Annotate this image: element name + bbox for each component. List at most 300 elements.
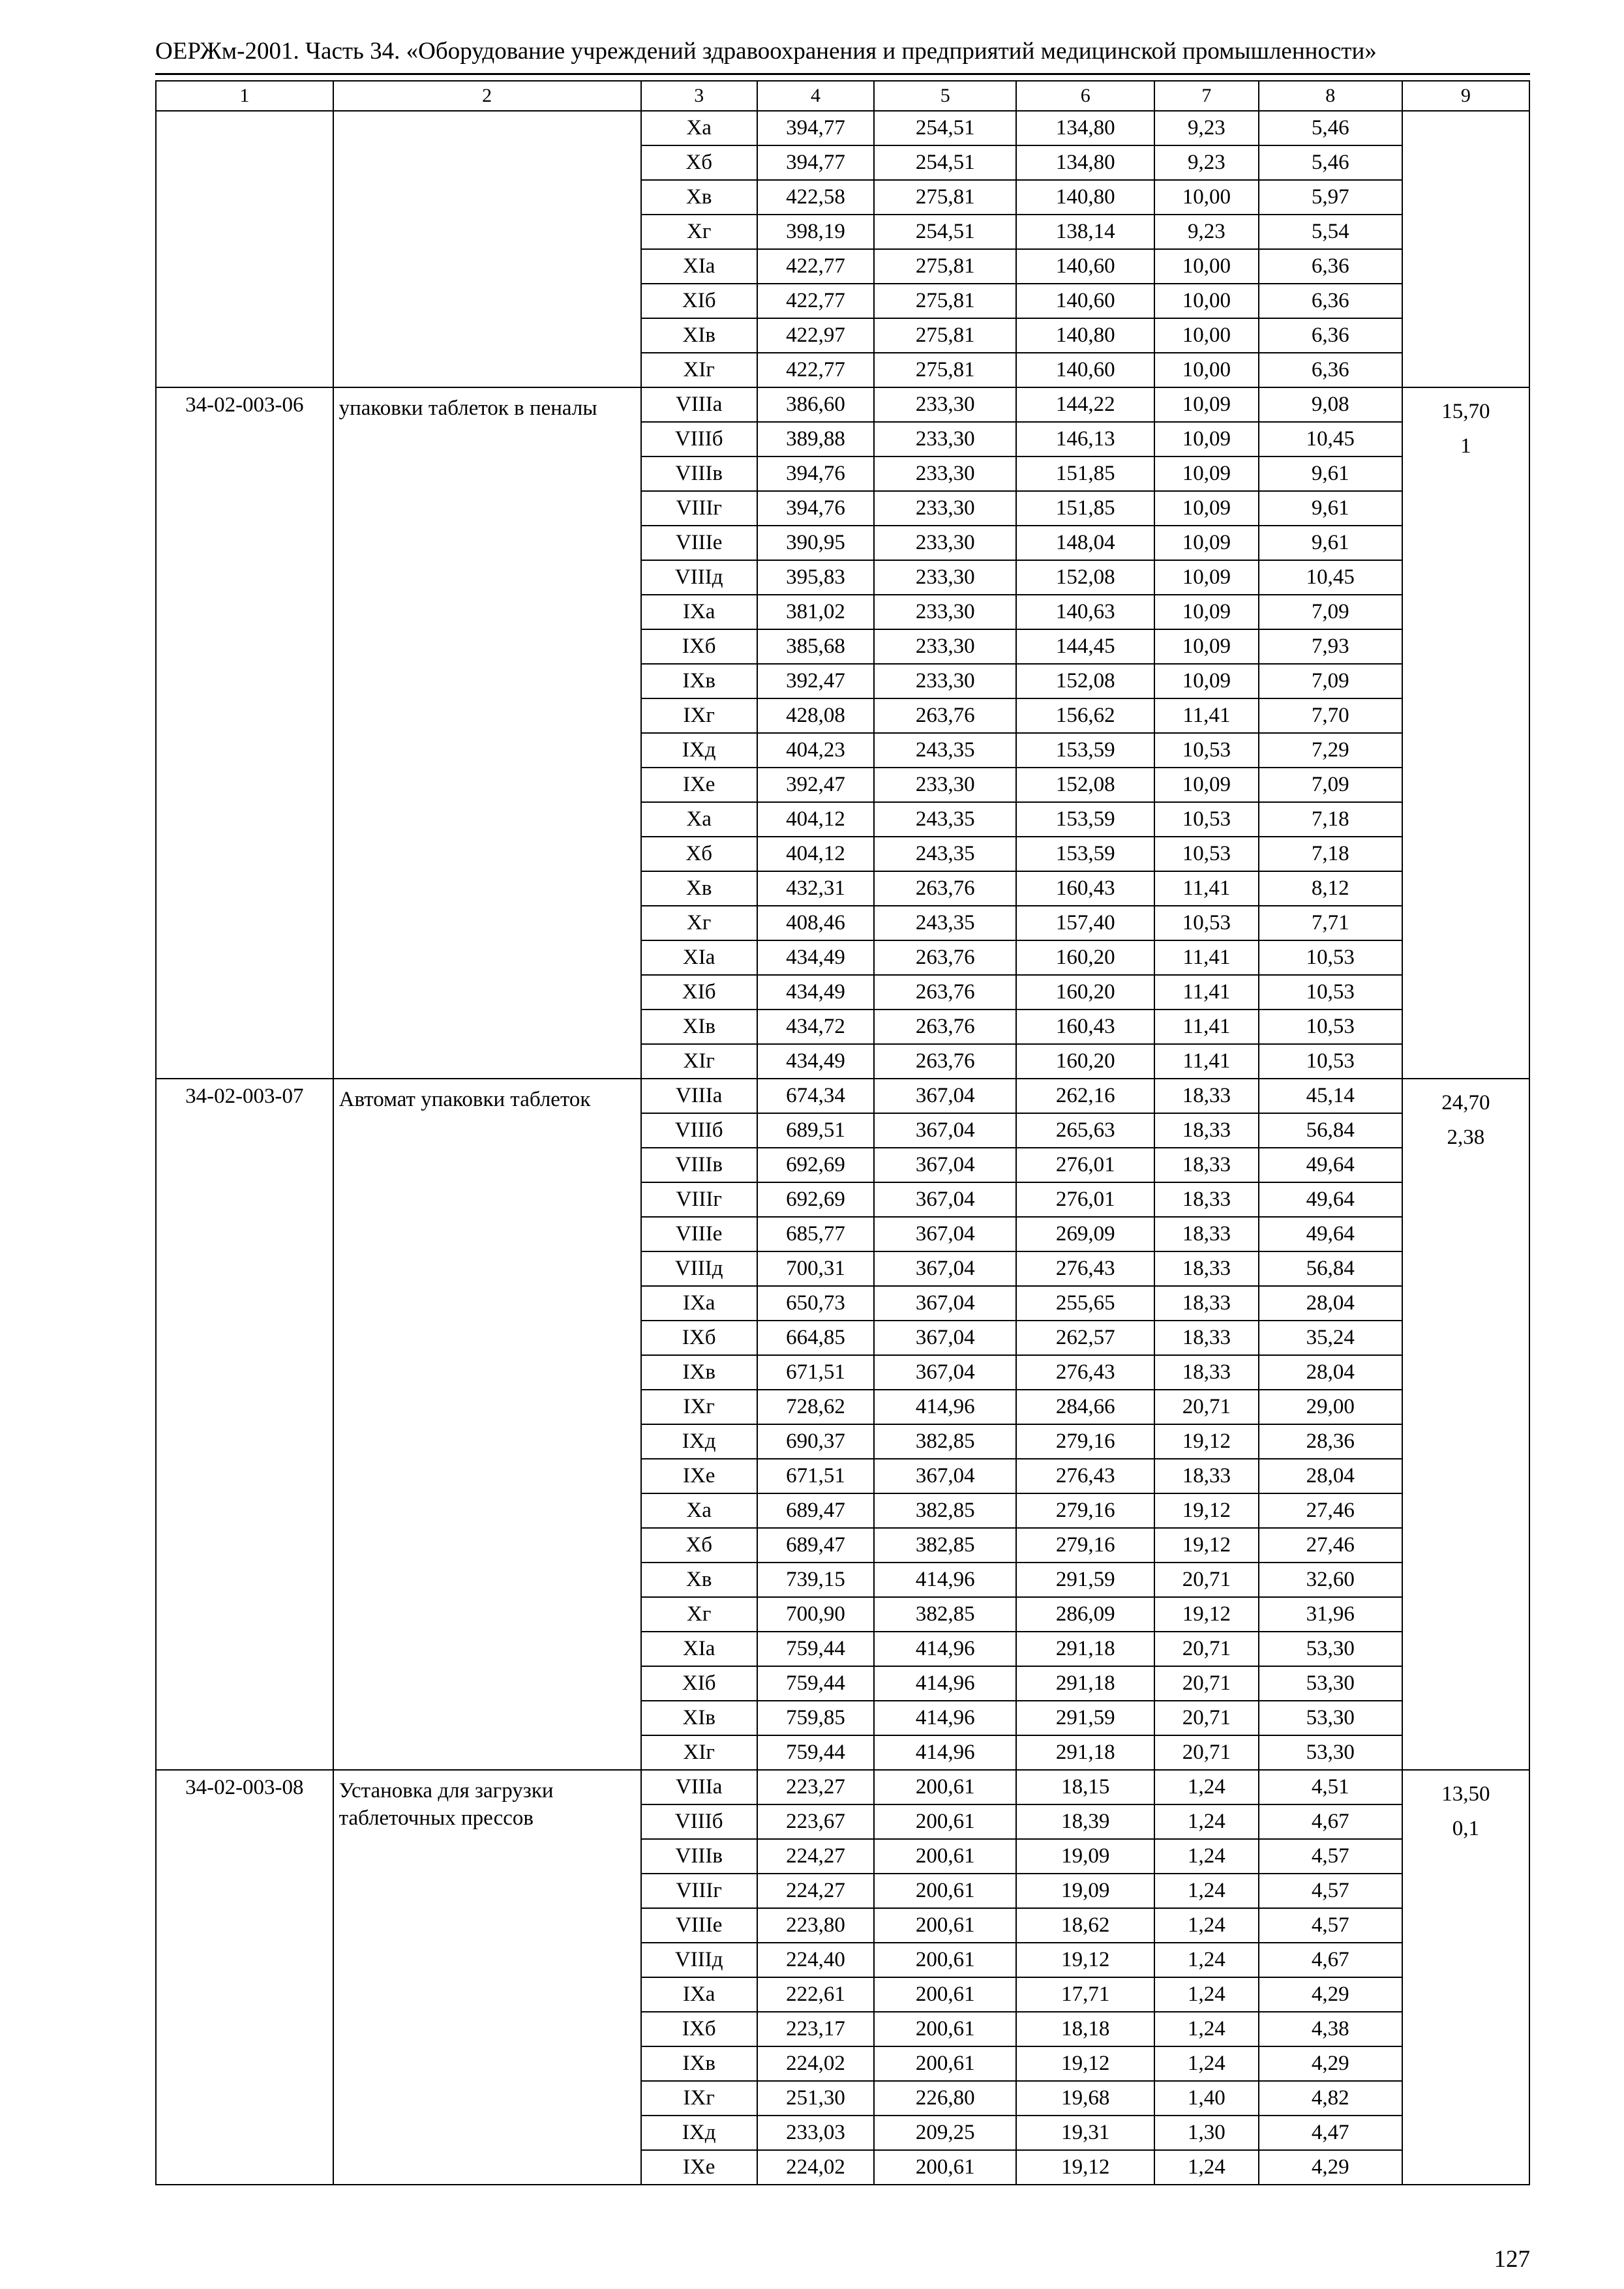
value-cell: 53,30 [1259, 1632, 1402, 1666]
value-cell: 759,44 [757, 1735, 874, 1770]
value-cell: 700,31 [757, 1251, 874, 1286]
value-cell: 4,57 [1259, 1908, 1402, 1943]
value-cell: 4,82 [1259, 2081, 1402, 2116]
value-cell: 275,81 [874, 353, 1016, 387]
value-cell: 223,27 [757, 1770, 874, 1804]
value-cell: 18,39 [1016, 1804, 1154, 1839]
value-cell: 254,51 [874, 215, 1016, 249]
value-cell: 279,16 [1016, 1493, 1154, 1528]
zone-cell: IXв [641, 1355, 757, 1390]
value-cell: 385,68 [757, 629, 874, 664]
value-cell: 233,03 [757, 2116, 874, 2150]
value-cell: 394,76 [757, 456, 874, 491]
zone-cell: VIIIв [641, 456, 757, 491]
value-cell: 140,80 [1016, 180, 1154, 215]
value-cell: 18,33 [1154, 1355, 1258, 1390]
value-cell: 286,09 [1016, 1597, 1154, 1632]
value-cell: 392,47 [757, 664, 874, 698]
value-cell: 151,85 [1016, 491, 1154, 526]
resource-name [333, 111, 641, 387]
value-cell: 7,09 [1259, 768, 1402, 802]
zone-cell: IXд [641, 733, 757, 768]
value-cell: 692,69 [757, 1182, 874, 1217]
value-cell: 18,33 [1154, 1182, 1258, 1217]
value-cell: 5,97 [1259, 180, 1402, 215]
value-cell: 6,36 [1259, 353, 1402, 387]
value-cell: 1,24 [1154, 1977, 1258, 2012]
value-cell: 200,61 [874, 1839, 1016, 1874]
value-cell: 367,04 [874, 1148, 1016, 1182]
value-cell: 263,76 [874, 940, 1016, 975]
zone-cell: VIIIe [641, 526, 757, 560]
value-cell: 20,71 [1154, 1666, 1258, 1701]
resource-name: Автомат упаковки таблеток [333, 1079, 641, 1770]
zone-cell: IXг [641, 1390, 757, 1424]
value-cell: 152,08 [1016, 560, 1154, 595]
value-cell: 19,09 [1016, 1874, 1154, 1908]
column-number: 8 [1259, 81, 1402, 111]
zone-cell: VIIIг [641, 1182, 757, 1217]
zone-cell: Xa [641, 1493, 757, 1528]
value-cell: 275,81 [874, 249, 1016, 284]
value-cell: 4,29 [1259, 1977, 1402, 2012]
value-cell: 262,57 [1016, 1321, 1154, 1355]
value-cell: 9,61 [1259, 491, 1402, 526]
value-cell: 6,36 [1259, 249, 1402, 284]
value-cell: 434,49 [757, 940, 874, 975]
zone-cell: IXa [641, 1977, 757, 2012]
value-cell: 1,24 [1154, 1943, 1258, 1977]
value-cell: 18,33 [1154, 1079, 1258, 1113]
value-cell: 20,71 [1154, 1632, 1258, 1666]
value-cell: 685,77 [757, 1217, 874, 1251]
value-cell: 367,04 [874, 1355, 1016, 1390]
value-cell: 689,47 [757, 1493, 874, 1528]
value-cell: 263,76 [874, 698, 1016, 733]
value-cell: 10,09 [1154, 387, 1258, 422]
value-cell: 254,51 [874, 111, 1016, 145]
zone-cell: IXд [641, 1424, 757, 1459]
value-cell: 200,61 [874, 1770, 1016, 1804]
value-cell: 19,12 [1154, 1597, 1258, 1632]
value-cell: 140,60 [1016, 353, 1154, 387]
zone-cell: IXв [641, 2046, 757, 2081]
value-cell: 408,46 [757, 906, 874, 940]
value-cell: 690,37 [757, 1424, 874, 1459]
value-cell: 18,18 [1016, 2012, 1154, 2046]
column-number: 4 [757, 81, 874, 111]
value-cell: 262,16 [1016, 1079, 1154, 1113]
column-number: 6 [1016, 81, 1154, 111]
value-cell: 10,00 [1154, 180, 1258, 215]
table-row [156, 1770, 1529, 1804]
value-cell: 10,09 [1154, 664, 1258, 698]
zone-cell: XIв [641, 318, 757, 353]
zone-cell: IXб [641, 629, 757, 664]
value-cell: 160,43 [1016, 1010, 1154, 1044]
zone-cell: XIa [641, 940, 757, 975]
value-cell: 226,80 [874, 2081, 1016, 2116]
value-cell: 19,68 [1016, 2081, 1154, 2116]
value-cell: 7,18 [1259, 837, 1402, 871]
zone-cell: IXг [641, 698, 757, 733]
zone-cell: IXв [641, 664, 757, 698]
value-cell: 382,85 [874, 1493, 1016, 1528]
column9-value: 15,70 [1441, 400, 1490, 423]
value-cell: 394,77 [757, 145, 874, 180]
value-cell: 414,96 [874, 1563, 1016, 1597]
zone-cell: Xг [641, 1597, 757, 1632]
value-cell: 153,59 [1016, 802, 1154, 837]
zone-cell: XIa [641, 1632, 757, 1666]
zone-cell: IXa [641, 1286, 757, 1321]
value-cell: 20,71 [1154, 1390, 1258, 1424]
value-cell: 382,85 [874, 1424, 1016, 1459]
value-cell: 18,33 [1154, 1321, 1258, 1355]
zone-cell: VIIIд [641, 560, 757, 595]
value-cell: 10,45 [1259, 422, 1402, 456]
value-cell: 263,76 [874, 1010, 1016, 1044]
value-cell: 233,30 [874, 422, 1016, 456]
zone-cell: VIIIa [641, 387, 757, 422]
value-cell: 223,67 [757, 1804, 874, 1839]
value-cell: 432,31 [757, 871, 874, 906]
value-cell: 200,61 [874, 2046, 1016, 2081]
value-cell: 11,41 [1154, 871, 1258, 906]
value-cell: 674,34 [757, 1079, 874, 1113]
zone-cell: VIIIв [641, 1839, 757, 1874]
value-cell: 1,24 [1154, 1839, 1258, 1874]
value-cell: 32,60 [1259, 1563, 1402, 1597]
value-cell: 138,14 [1016, 215, 1154, 249]
value-cell: 10,53 [1259, 975, 1402, 1010]
zone-cell: VIIIд [641, 1943, 757, 1977]
value-cell: 414,96 [874, 1735, 1016, 1770]
value-cell: 276,01 [1016, 1148, 1154, 1182]
value-cell: 28,04 [1259, 1459, 1402, 1493]
zone-cell: VIIIa [641, 1770, 757, 1804]
value-cell: 367,04 [874, 1286, 1016, 1321]
value-cell: 144,45 [1016, 629, 1154, 664]
value-cell: 671,51 [757, 1355, 874, 1390]
value-cell: 7,09 [1259, 664, 1402, 698]
value-cell: 422,97 [757, 318, 874, 353]
value-cell: 19,09 [1016, 1839, 1154, 1874]
value-cell: 275,81 [874, 180, 1016, 215]
value-cell: 9,61 [1259, 526, 1402, 560]
value-cell: 4,47 [1259, 2116, 1402, 2150]
value-cell: 10,53 [1154, 733, 1258, 768]
table-row [156, 387, 1529, 422]
value-cell: 49,64 [1259, 1217, 1402, 1251]
value-cell: 28,04 [1259, 1355, 1402, 1390]
resource-name: Установка для загрузки таблеточных прессов [333, 1770, 641, 2185]
value-cell: 5,46 [1259, 145, 1402, 180]
zone-cell: VIIIб [641, 1113, 757, 1148]
value-cell: 19,12 [1154, 1424, 1258, 1459]
value-cell: 49,64 [1259, 1182, 1402, 1217]
zone-cell: XIб [641, 1666, 757, 1701]
value-cell: 398,19 [757, 215, 874, 249]
value-cell: 254,51 [874, 145, 1016, 180]
value-cell: 279,16 [1016, 1528, 1154, 1563]
value-cell: 4,67 [1259, 1943, 1402, 1977]
value-cell: 10,53 [1259, 1044, 1402, 1079]
zone-cell: XIб [641, 284, 757, 318]
value-cell: 53,30 [1259, 1701, 1402, 1735]
column-number-row [156, 81, 1529, 111]
value-cell: 233,30 [874, 491, 1016, 526]
value-cell: 18,33 [1154, 1286, 1258, 1321]
value-cell: 382,85 [874, 1597, 1016, 1632]
value-cell: 233,30 [874, 560, 1016, 595]
value-cell: 275,81 [874, 318, 1016, 353]
value-cell: 251,30 [757, 2081, 874, 2116]
value-cell: 422,77 [757, 284, 874, 318]
zone-cell: VIIIв [641, 1148, 757, 1182]
table-row [156, 1079, 1529, 1113]
value-cell: 144,22 [1016, 387, 1154, 422]
value-cell: 224,27 [757, 1839, 874, 1874]
resource-code [156, 111, 333, 387]
page-header: ОЕРЖм-2001. Часть 34. «Оборудование учреждений здравоохранения и предприятий медицинской промышленности» [155, 38, 1377, 65]
value-cell: 19,31 [1016, 2116, 1154, 2150]
value-cell: 224,02 [757, 2150, 874, 2185]
value-cell: 671,51 [757, 1459, 874, 1493]
value-cell: 9,23 [1154, 145, 1258, 180]
value-cell: 27,46 [1259, 1528, 1402, 1563]
value-cell: 1,24 [1154, 1770, 1258, 1804]
value-cell: 650,73 [757, 1286, 874, 1321]
value-cell: 367,04 [874, 1217, 1016, 1251]
value-cell: 1,24 [1154, 1804, 1258, 1839]
value-cell: 759,44 [757, 1632, 874, 1666]
value-cell: 10,09 [1154, 422, 1258, 456]
value-cell: 11,41 [1154, 698, 1258, 733]
page-number: 127 [1494, 2246, 1530, 2273]
column-number: 1 [156, 81, 333, 111]
resource-code: 34-02-003-06 [156, 387, 333, 1079]
value-cell: 4,51 [1259, 1770, 1402, 1804]
zone-cell: IXг [641, 2081, 757, 2116]
value-cell: 140,60 [1016, 284, 1154, 318]
value-cell: 151,85 [1016, 456, 1154, 491]
value-cell: 10,09 [1154, 526, 1258, 560]
value-cell: 7,29 [1259, 733, 1402, 768]
value-cell: 224,02 [757, 2046, 874, 2081]
value-cell: 7,18 [1259, 802, 1402, 837]
value-cell: 422,77 [757, 249, 874, 284]
value-cell: 243,35 [874, 837, 1016, 871]
value-cell: 11,41 [1154, 975, 1258, 1010]
value-cell: 10,09 [1154, 491, 1258, 526]
value-cell: 1,24 [1154, 1908, 1258, 1943]
value-cell: 265,63 [1016, 1113, 1154, 1148]
value-cell: 10,53 [1154, 802, 1258, 837]
value-cell: 414,96 [874, 1701, 1016, 1735]
value-cell: 200,61 [874, 2150, 1016, 2185]
zone-cell: Xв [641, 180, 757, 215]
column9-value: 0,1 [1452, 1817, 1480, 1841]
value-cell: 389,88 [757, 422, 874, 456]
value-cell: 233,30 [874, 526, 1016, 560]
value-cell: 18,15 [1016, 1770, 1154, 1804]
table-body [156, 111, 1529, 2185]
value-cell: 233,30 [874, 768, 1016, 802]
zone-cell: VIIIд [641, 1251, 757, 1286]
value-cell: 45,14 [1259, 1079, 1402, 1113]
column9-value: 13,50 [1441, 1782, 1490, 1806]
value-cell: 728,62 [757, 1390, 874, 1424]
value-cell: 414,96 [874, 1390, 1016, 1424]
value-cell: 140,63 [1016, 595, 1154, 629]
value-cell: 263,76 [874, 1044, 1016, 1079]
zone-cell: VIIIг [641, 1874, 757, 1908]
zone-cell: Xб [641, 837, 757, 871]
column9-value: 2,38 [1447, 1126, 1485, 1150]
zone-cell: Xa [641, 802, 757, 837]
value-cell: 243,35 [874, 906, 1016, 940]
value-cell: 434,49 [757, 1044, 874, 1079]
value-cell: 200,61 [874, 1943, 1016, 1977]
value-cell: 6,36 [1259, 318, 1402, 353]
value-cell: 4,67 [1259, 1804, 1402, 1839]
value-cell: 1,24 [1154, 2012, 1258, 2046]
value-cell: 4,29 [1259, 2046, 1402, 2081]
value-cell: 153,59 [1016, 837, 1154, 871]
column-number: 9 [1402, 81, 1529, 111]
value-cell: 134,80 [1016, 111, 1154, 145]
value-cell: 49,64 [1259, 1148, 1402, 1182]
value-cell: 382,85 [874, 1528, 1016, 1563]
value-cell: 4,57 [1259, 1839, 1402, 1874]
value-cell: 759,44 [757, 1666, 874, 1701]
zone-cell: Xв [641, 1563, 757, 1597]
zone-cell: IXд [641, 2116, 757, 2150]
value-cell: 689,47 [757, 1528, 874, 1563]
zone-cell: XIг [641, 1044, 757, 1079]
value-cell: 10,53 [1154, 837, 1258, 871]
value-cell: 200,61 [874, 1908, 1016, 1943]
value-cell: 8,12 [1259, 871, 1402, 906]
value-cell: 263,76 [874, 975, 1016, 1010]
value-cell: 759,85 [757, 1701, 874, 1735]
value-cell: 19,12 [1154, 1528, 1258, 1563]
value-cell: 9,61 [1259, 456, 1402, 491]
value-cell: 18,33 [1154, 1148, 1258, 1182]
zone-cell: IXб [641, 2012, 757, 2046]
value-cell: 10,00 [1154, 353, 1258, 387]
value-cell: 386,60 [757, 387, 874, 422]
value-cell: 10,00 [1154, 284, 1258, 318]
column-number: 2 [333, 81, 641, 111]
value-cell: 692,69 [757, 1148, 874, 1182]
value-cell: 367,04 [874, 1113, 1016, 1148]
value-cell: 152,08 [1016, 768, 1154, 802]
value-cell: 284,66 [1016, 1390, 1154, 1424]
zone-cell: IXe [641, 768, 757, 802]
value-cell: 10,45 [1259, 560, 1402, 595]
value-cell: 152,08 [1016, 664, 1154, 698]
value-cell: 7,71 [1259, 906, 1402, 940]
value-cell: 10,00 [1154, 249, 1258, 284]
value-cell: 200,61 [874, 2012, 1016, 2046]
column9-cell [1402, 387, 1529, 1079]
column9-value: 1 [1460, 434, 1471, 458]
column-number: 3 [641, 81, 757, 111]
value-cell: 367,04 [874, 1251, 1016, 1286]
value-cell: 367,04 [874, 1079, 1016, 1113]
column9-cell [1402, 1079, 1529, 1770]
zone-cell: Xб [641, 145, 757, 180]
value-cell: 10,09 [1154, 560, 1258, 595]
value-cell: 56,84 [1259, 1113, 1402, 1148]
value-cell: 200,61 [874, 1804, 1016, 1839]
value-cell: 29,00 [1259, 1390, 1402, 1424]
value-cell: 367,04 [874, 1182, 1016, 1217]
zone-cell: XIб [641, 975, 757, 1010]
value-cell: 10,53 [1154, 906, 1258, 940]
value-cell: 700,90 [757, 1597, 874, 1632]
value-cell: 233,30 [874, 456, 1016, 491]
value-cell: 10,09 [1154, 595, 1258, 629]
value-cell: 222,61 [757, 1977, 874, 2012]
zone-cell: IXб [641, 1321, 757, 1355]
value-cell: 224,27 [757, 1874, 874, 1908]
value-cell: 291,59 [1016, 1563, 1154, 1597]
value-cell: 160,20 [1016, 1044, 1154, 1079]
value-cell: 56,84 [1259, 1251, 1402, 1286]
value-cell: 10,09 [1154, 629, 1258, 664]
value-cell: 394,76 [757, 491, 874, 526]
value-cell: 233,30 [874, 629, 1016, 664]
value-cell: 279,16 [1016, 1424, 1154, 1459]
value-cell: 20,71 [1154, 1563, 1258, 1597]
value-cell: 1,40 [1154, 2081, 1258, 2116]
zone-cell: IXe [641, 1459, 757, 1493]
value-cell: 11,41 [1154, 1044, 1258, 1079]
resource-name: упаковки таблеток в пеналы [333, 387, 641, 1079]
value-cell: 1,24 [1154, 2046, 1258, 2081]
value-cell: 19,12 [1154, 1493, 1258, 1528]
column9-value: 24,70 [1441, 1091, 1490, 1115]
value-cell: 422,58 [757, 180, 874, 215]
zone-cell: XIг [641, 353, 757, 387]
value-cell: 4,57 [1259, 1874, 1402, 1908]
value-cell: 255,65 [1016, 1286, 1154, 1321]
value-cell: 291,18 [1016, 1666, 1154, 1701]
zone-cell: VIIIг [641, 491, 757, 526]
zone-cell: VIIIe [641, 1217, 757, 1251]
value-cell: 291,59 [1016, 1701, 1154, 1735]
zone-cell: XIв [641, 1010, 757, 1044]
resource-code: 34-02-003-07 [156, 1079, 333, 1770]
value-cell: 18,62 [1016, 1908, 1154, 1943]
zone-cell: Xв [641, 871, 757, 906]
value-cell: 10,09 [1154, 456, 1258, 491]
value-cell: 9,23 [1154, 111, 1258, 145]
value-cell: 276,43 [1016, 1355, 1154, 1390]
value-cell: 9,23 [1154, 215, 1258, 249]
value-cell: 223,80 [757, 1908, 874, 1943]
value-cell: 1,24 [1154, 1874, 1258, 1908]
zone-cell: XIг [641, 1735, 757, 1770]
value-cell: 269,09 [1016, 1217, 1154, 1251]
value-cell: 18,33 [1154, 1113, 1258, 1148]
value-cell: 200,61 [874, 1977, 1016, 2012]
resource-code: 34-02-003-08 [156, 1770, 333, 2185]
header-rule [155, 73, 1530, 75]
